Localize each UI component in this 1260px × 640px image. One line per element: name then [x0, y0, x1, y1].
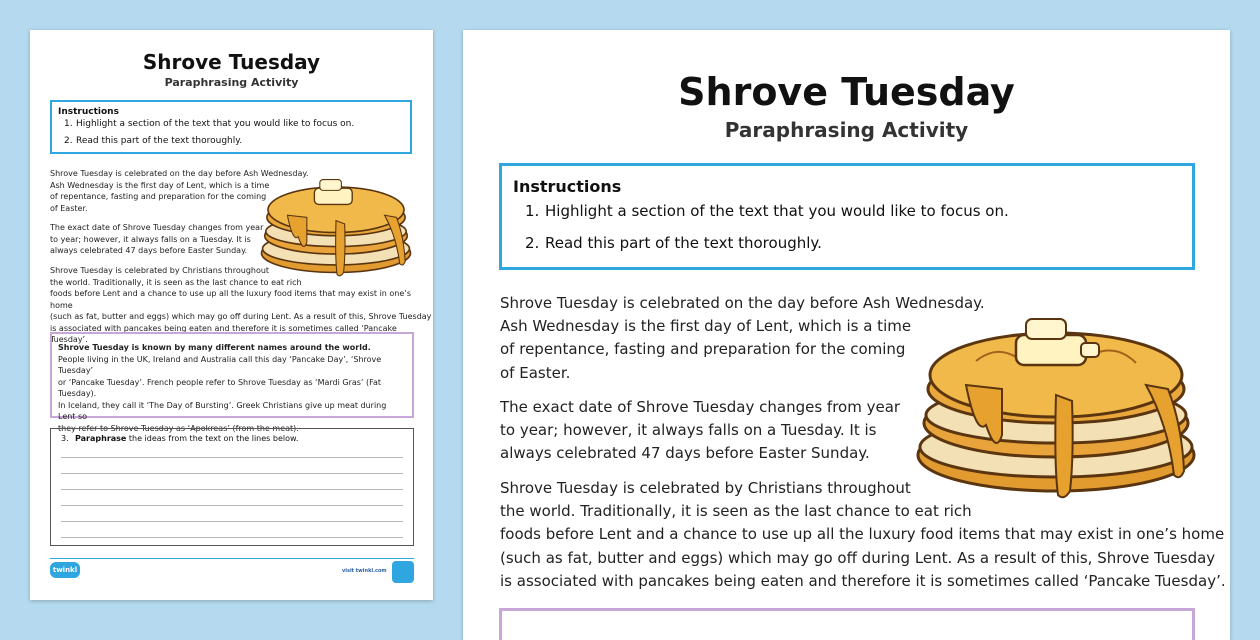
writing-line[interactable] — [61, 505, 403, 506]
paragraph-1: Shrove Tuesday is celebrated on the day before Ash Wednesday. Ash Wednesday is the first day of Lent, which is a time of repentance, fasting and preparation for the coming of Easter. — [500, 294, 985, 382]
instructions-heading: Instructions — [513, 177, 622, 196]
paragraph-2: The exact date of Shrove Tuesday changes from year to year; however, it always falls on a Tuesday. It is always celebrated 47 days before Easter Sunday. — [50, 223, 264, 255]
quality-badge-icon — [392, 561, 414, 583]
instructions-box — [50, 100, 412, 154]
page-subtitle: Paraphrasing Activity — [164, 76, 299, 89]
names-heading: Shrove Tuesday is known by many different names around the world. — [58, 343, 371, 352]
writing-line[interactable] — [61, 457, 403, 458]
paraphrase-task-box — [50, 428, 414, 546]
paragraph-1: Shrove Tuesday is celebrated on the day before Ash Wednesday. Ash Wednesday is the first day of Lent, which is a time of repentance, fasting and preparation for the coming of Easter. — [50, 169, 309, 213]
instruction-step: 2. Read this part of the text thoroughly. — [525, 234, 822, 252]
paragraph-3: Shrove Tuesday is celebrated by Christians throughout the world. Traditionally, it is seen as the last chance to eat rich foods before Lent and a chance to use up all the luxury food items that may exist in one’s home (such as fat, butter and eggs) which may go off during Lent. As a result of this, Shrove Tuesday is associated with pancakes being eaten and therefore it is sometimes called ‘Pancake Tuesday’. — [500, 479, 1226, 590]
paragraph-3: Shrove Tuesday is celebrated by Christians throughout the world. Traditionally, it is seen as the last chance to eat rich foods before Lent and a chance to use up all the luxury food items that may exist in one’s home (such as fat, butter and eggs) which may go off during Lent. As a result of this, Shrove Tuesday is associated with pancakes being eaten and therefore it is sometimes called ‘Pancake Tuesday’. — [50, 266, 432, 344]
instruction-step: 2. Read this part of the text thoroughly. — [64, 136, 243, 146]
writing-line[interactable] — [61, 537, 403, 538]
writing-line[interactable] — [61, 521, 403, 522]
writing-line[interactable] — [61, 473, 403, 474]
page-title: Shrove Tuesday — [678, 70, 1015, 114]
twinkl-logo: twinkl — [50, 562, 80, 578]
instructions-box — [499, 163, 1195, 270]
names-around-world-box: Shrove Tuesday is known by many different names around the world. People living in the UK, Ireland and Australia call this day ‘Pancake Day’, ‘Shrove Tuesday’ or ‘Pancake Tuesday’. French people refer to Shrove Tuesday as ‘Mardi Gras’ (Fat Tuesday). In Iceland, they call it ‘The Day of Bursting’. Greek Christians give up meat during Lent so they refer to Shrove Tuesday as ‘Apokreas’ (from the meat). — [50, 332, 414, 418]
footer-site: visit twinkl.com — [342, 568, 387, 574]
instruction-step: 1. Highlight a section of the text that you would like to focus on. — [64, 119, 355, 129]
page-title: Shrove Tuesday — [142, 50, 321, 74]
worksheet-thumbnail — [30, 30, 433, 600]
names-around-world-box — [499, 608, 1195, 640]
worksheet-page — [463, 30, 1230, 640]
pancake-stack-illustration — [903, 305, 1209, 505]
footer-divider — [50, 558, 414, 559]
page-subtitle: Paraphrasing Activity — [724, 118, 969, 142]
paragraph-2: The exact date of Shrove Tuesday changes from year to year; however, it always falls on a Tuesday. It is always celebrated 47 days before Easter Sunday. — [500, 398, 901, 463]
writing-line[interactable] — [61, 489, 403, 490]
pancake-stack-illustration — [248, 172, 424, 280]
task-instruction: 3. Paraphrase the ideas from the text on the lines below. — [61, 434, 299, 443]
instructions-heading: Instructions — [58, 107, 119, 117]
instruction-step: 1. Highlight a section of the text that you would like to focus on. — [525, 202, 1009, 220]
